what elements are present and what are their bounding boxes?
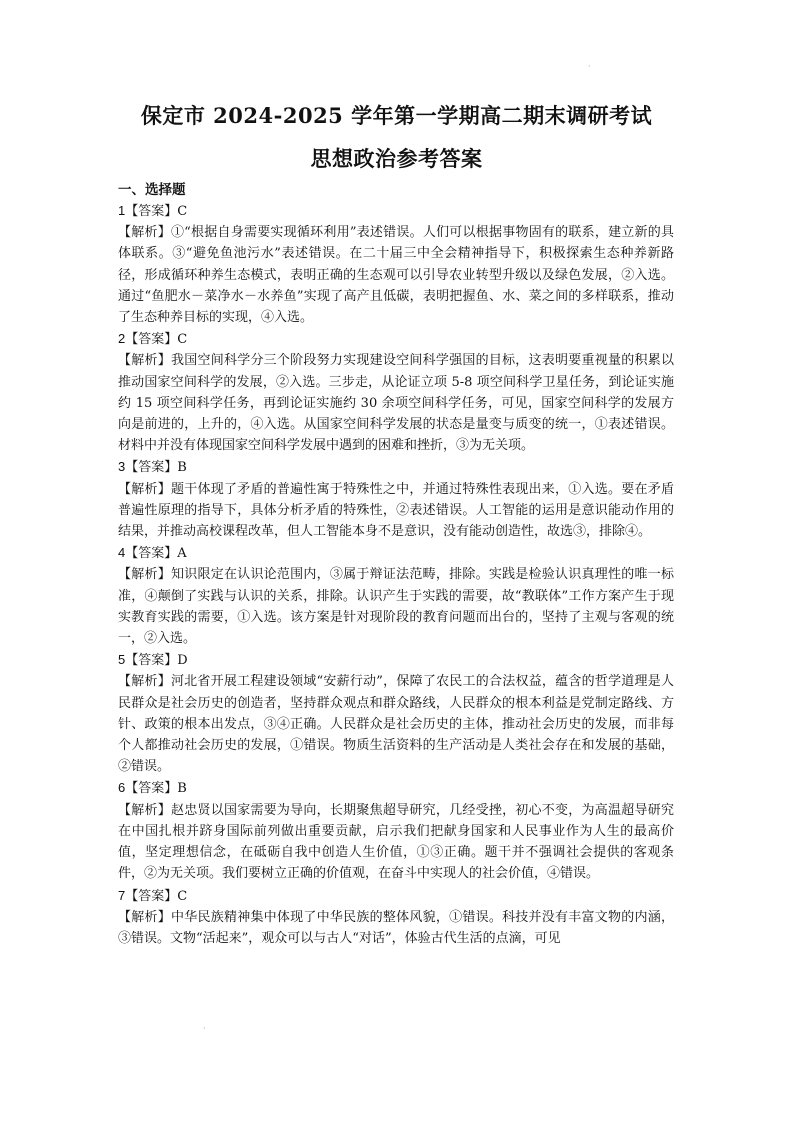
analysis-text: 赵忠贤以国家需要为导向，长期聚焦超导研究，几经受挫，初心不变，为高温超导研究在中国扎根并跻身国际前列做出重要贡献，启示我们把献身国家和人民事业作为人生的最高价值，坚定理想信念，在砥砺自我中创造人生价值，①③正确。题干并不强调社会提供的客观条件，②为无关项。我们要树立正确的价值观，在奋斗中实现人的社会价值，④错误。 [118, 802, 674, 882]
analysis-label: 【解析】 [118, 567, 171, 583]
analysis-text: 知识限定在认识论范围内，③属于辩证法范畴，排除。实践是检验认识真理性的唯一标准，④颠倒了实践与认识的关系，排除。认识产生于实践的需要，故“教联体”工作方案产生于现实教育实践的需要，①入选。该方案是针对现阶段的教育问题而出台的，坚持了主观与客观的统一，②入选。 [118, 567, 674, 647]
analysis-label: 【解析】 [118, 674, 171, 690]
question-number: 3 [118, 459, 126, 475]
question-number: 5 [118, 652, 126, 668]
document-title: 保定市 2024-2025 学年第一学期高二期末调研考试 [140, 103, 653, 128]
analysis-line [118, 350, 674, 456]
answer-choice: D [177, 653, 188, 669]
question-number: 1 [118, 203, 126, 218]
analysis-line [118, 800, 674, 885]
analysis-line [118, 222, 674, 328]
answer-label: 【答案】 [125, 204, 178, 219]
answer-choice: B [177, 460, 187, 476]
analysis-text: 题干体现了矛盾的普遍性寓于特殊性之中，并通过特殊性表现出来，①入选。要在矛盾普遍性原理的指导下，具体分析矛盾的特殊性，②表述错误。人工智能的运用是意识能动作用的结果，并推动高校课程改革，但人工智能本身不是意识，没有能动创造性，故选③，排除④。 [118, 481, 674, 540]
question-list [118, 200, 674, 949]
analysis-label: 【解析】 [118, 225, 171, 241]
analysis-line [118, 671, 674, 777]
analysis-label: 【解析】 [118, 802, 171, 818]
question-number: 4 [118, 545, 126, 561]
answer-line [118, 200, 674, 222]
answer-line [118, 542, 674, 564]
scan-speck: · [203, 1024, 206, 1033]
document-subtitle: 思想政治参考答案 [310, 146, 483, 171]
answer-label: 【答案】 [125, 888, 178, 904]
answer-line [118, 328, 674, 350]
question-item [118, 328, 674, 456]
analysis-text: 中华民族精神集中体现了中华民族的整体风貌，①错误。科技并没有丰富文物的内涵，③错误。文物“活起来”，观众可以与古人“对话”，体验古代生活的点滴，可见 [118, 909, 674, 946]
answer-choice: B [177, 781, 187, 797]
analysis-label: 【解析】 [118, 909, 171, 925]
question-item [118, 649, 674, 777]
answer-choice: C [177, 888, 188, 904]
question-number: 6 [118, 780, 126, 796]
answer-label: 【答案】 [125, 546, 178, 562]
answer-choice: A [177, 546, 187, 562]
analysis-text: 河北省开展工程建设领域“安薪行动”，保障了农民工的合法权益，蕴含的哲学道理是人民群众是社会历史的创造者，坚持群众观点和群众路线，人民群众的根本利益是党制定路线、方针、政策的根本出发点，③④正确。人民群众是社会历史的主体，推动社会历史的发展，而非每个人都推动社会历史的发展，①错误。物质生活资料的生产活动是人类社会存在和发展的基础，②错误。 [118, 674, 674, 775]
analysis-text: 我国空间科学分三个阶段努力实现建设空间科学强国的目标，这表明要重视量的积累以推动国家空间科学的发展，②入选。三步走，从论证立项 5-8 项空间科学卫星任务，到论证实施约 15 项空间科学任务，再到论证实施约 30 余项空间科学任务，可见，国家空间科学的发展方向是前进的，上升的，④入选。从国家空间科学发展的状态是量变与质变的统一，①表述错误。材料中并没有体现国家空间科学发展中遇到的困难和挫折，③为无关项。 [118, 353, 674, 454]
section-heading: 一、选择题 [118, 182, 186, 198]
answer-label: 【答案】 [125, 653, 178, 669]
analysis-label: 【解析】 [118, 353, 171, 369]
answer-line [118, 885, 674, 907]
answer-choice: C [177, 204, 188, 219]
answer-choice: C [177, 332, 188, 348]
analysis-line [118, 479, 674, 543]
scan-speck: · [588, 62, 591, 71]
analysis-text: ①“根据自身需要实现循环利用”表述错误。人们可以根据事物固有的联系，建立新的具体联系。③“避免鱼池污水”表述错误。在二十届三中全会精神指导下，积极探索生态种养新路径，形成循环种养生态模式，表明正确的生态观可以引导农业转型升级以及绿色发展，②入选。通过“鱼肥水－菜净水－水养鱼”实现了高产且低碳，表明把握鱼、水、菜之间的多样联系，推动了生态种养目标的实现，④入选。 [118, 225, 674, 326]
answer-line [118, 777, 674, 799]
question-number: 7 [118, 887, 126, 903]
question-item [118, 456, 674, 542]
answer-line [118, 649, 674, 671]
answer-label: 【答案】 [125, 332, 178, 348]
question-item [118, 200, 674, 328]
question-item [118, 885, 674, 950]
answer-label: 【答案】 [125, 781, 178, 797]
analysis-label: 【解析】 [118, 481, 171, 497]
question-item [118, 542, 674, 649]
analysis-line [118, 564, 674, 649]
answer-label: 【答案】 [125, 460, 178, 476]
question-item [118, 777, 674, 884]
analysis-line [118, 907, 674, 949]
answer-line [118, 456, 674, 478]
question-number: 2 [118, 331, 126, 347]
